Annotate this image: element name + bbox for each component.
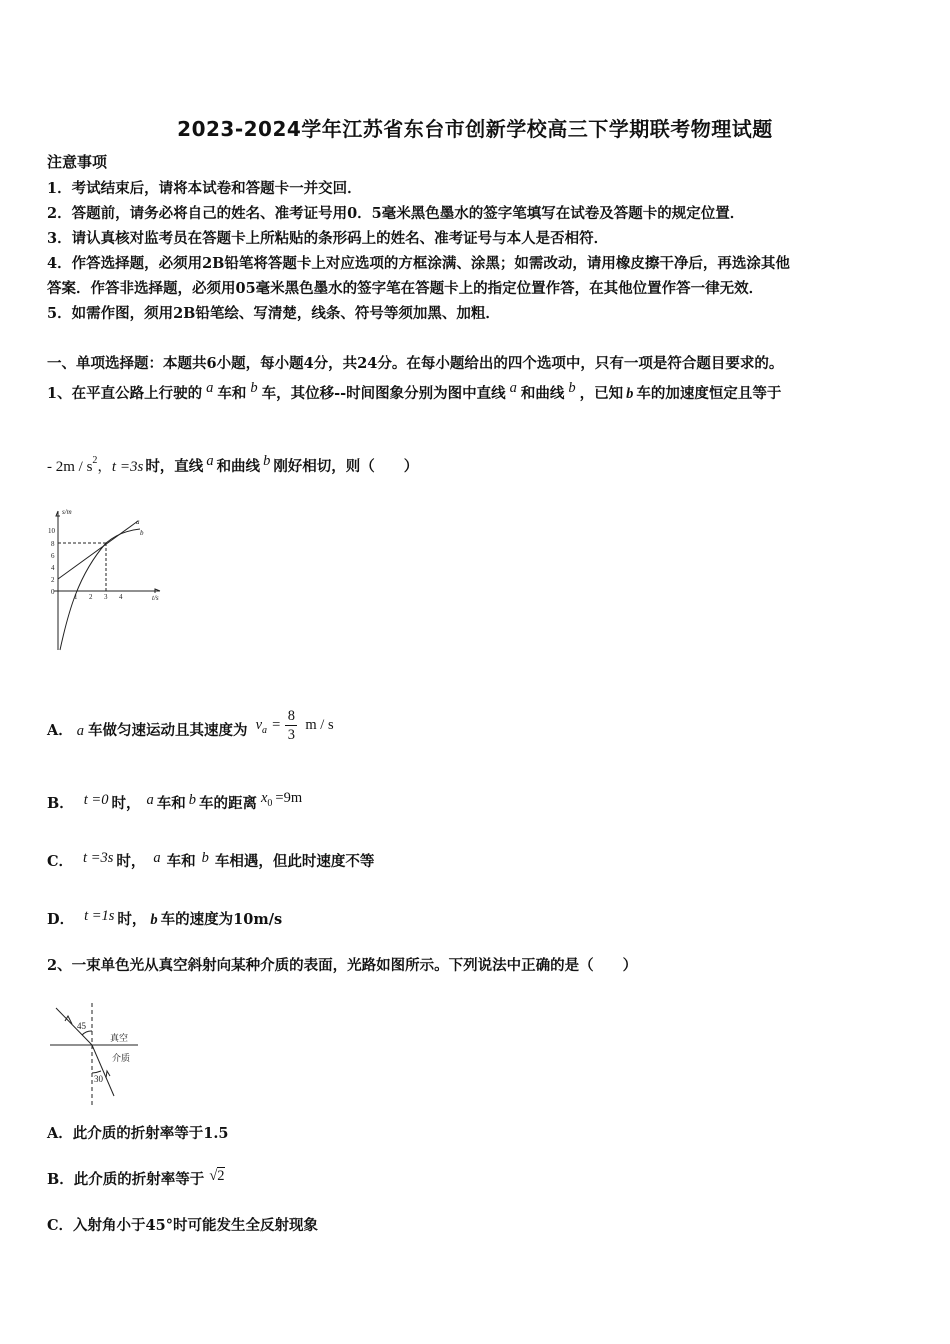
x-tick: 4 [119, 593, 123, 601]
q2-option-c: C．入射角小于45°时可能发生全反射现象 [47, 1217, 318, 1234]
q1-option-a: A． a 车做匀速运动且其速度为 va = $\frac{8}{3}$ m / s [47, 707, 334, 743]
notice-item: 1．考试结束后，请将本试卷和答题卡一并交回． [47, 180, 362, 197]
q1-position-time-graph [48, 505, 173, 655]
q2-stem: 2、一束单色光从真空斜射向某种介质的表面，光路如图所示。下列说法中正确的是（ ） [47, 957, 638, 974]
y-tick: 6 [51, 552, 55, 560]
section-heading: 一、单项选择题：本题共6小题，每小题4分，共24分。在每小题给出的四个选项中，只有一项是符合题目要求的。 [47, 355, 784, 372]
notice-item: 2．答题前，请务必将自己的姓名、准考证号用0．5毫米黑色墨水的签字笔填写在试卷及答题卡的规定位置． [47, 205, 745, 222]
medium-label: 介质 [112, 1054, 131, 1064]
x-tick: 3 [104, 593, 108, 601]
q2-refraction-figure [48, 1000, 143, 1110]
incident-angle-label: 45 [77, 1021, 86, 1031]
refraction-angle-label: 30 [94, 1074, 103, 1084]
x-axis-label: t/s [152, 594, 159, 602]
notice-item: 3．请认真核对监考员在答题卡上所粘贴的条形码上的姓名、准考证号与本人是否相符． [47, 230, 609, 247]
refracted-ray [92, 1045, 114, 1096]
y-tick: 8 [51, 540, 55, 548]
y-axis-label: s/m [62, 508, 72, 516]
x-tick: 2 [89, 593, 93, 601]
q1-option-d: D． t =1s 时， b 车的速度为10m/s [47, 908, 283, 928]
q2-option-b: B．此介质的折射率等于 √2 [47, 1168, 225, 1188]
incident-ray [56, 1008, 92, 1045]
line-a-label: a [136, 518, 140, 526]
x-tick: 1 [74, 593, 78, 601]
notice-item: 5．如需作图，须用2B铅笔绘、写清楚，线条、符号等须加黑、加粗． [47, 305, 500, 322]
notice-item: 4．作答选择题，必须用2B铅笔将答题卡上对应选项的方框涂满、涂黑；如需改动，请用橡皮擦干净后，再选涂其他 [47, 255, 790, 272]
y-tick: 4 [51, 564, 55, 572]
y-tick: 10 [48, 527, 55, 535]
y-tick: 0 [51, 588, 55, 596]
notice-heading: 注意事项 [47, 153, 108, 171]
notice-item: 答案．作答非选择题，必须用05毫米黑色墨水的签字笔在答题卡上的指定位置作答，在其他位置作答一律无效． [47, 280, 764, 297]
vacuum-label: 真空 [110, 1034, 129, 1044]
page-title: 2023-2024学年江苏省东台市创新学校高三下学期联考物理试题 [177, 117, 773, 141]
sqrt-symbol: √2 [209, 1168, 225, 1184]
curve-b [60, 529, 140, 650]
y-tick: 2 [51, 576, 55, 584]
curve-b-label: b [140, 529, 144, 537]
q1-option-c: C． t =3s 时， a 车和 b 车相遇，但此时速度不等 [47, 850, 375, 870]
line-a [58, 521, 138, 579]
q1-stem: 1、在平直公路上行驶的 a 车和 b 车，其位移--时间图象分别为图中直线 a 和曲线 b ，已知 b 车的加速度恒定且等于 [47, 380, 782, 402]
q1-stem-2: - $2m / s^2$，t =3s 时，直线 a 和曲线 b 刚好相切，则（ ） [47, 453, 419, 475]
q1-option-b: B． t =0 时， a 车和 b 车的距离 x0 =9m [47, 790, 303, 812]
q2-option-a: A．此介质的折射率等于1.5 [47, 1125, 229, 1142]
